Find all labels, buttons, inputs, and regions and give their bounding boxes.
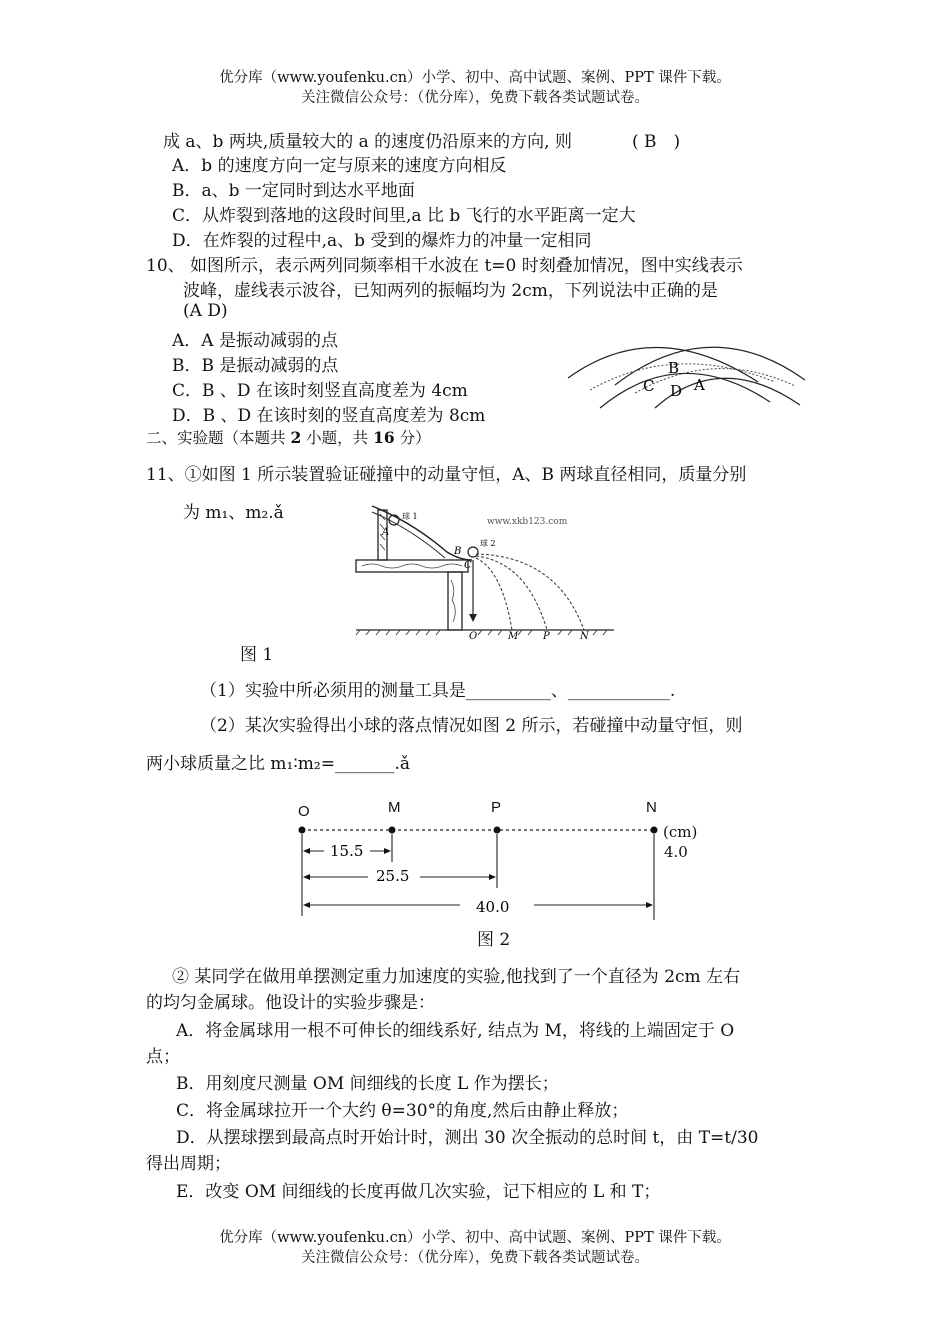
page-footer-line2: 关注微信公众号：（优分库），免费下载各类试题试卷。 <box>301 1250 649 1266</box>
wave-interference-figure <box>560 330 810 412</box>
q9-option-b: B．a、b 一定同时到达水平地面 <box>172 181 415 201</box>
q11-sub2-line1: （2）某次实验得出小球的落点情况如图 2 所示，若碰撞中动量守恒，则 <box>200 716 743 736</box>
table-leg <box>448 572 462 630</box>
fig1-label-p: P <box>543 631 550 640</box>
q10-option-c: C．B 、D 在该时刻竖直高度差为 4cm <box>172 381 468 401</box>
q10-stem-line2: 波峰，虚线表示波谷，已知两列的振幅均为 2cm，下列说法中正确的是 <box>183 281 718 301</box>
dim-on-arrow-left <box>303 902 310 908</box>
wave-label-c: C <box>643 377 655 395</box>
q11-line2: 为 m₁、m₂.ǎ <box>183 503 284 523</box>
q9-answer: ( B ) <box>632 132 681 152</box>
ball-2 <box>468 547 478 557</box>
section2-middle: 小题，共 <box>301 429 374 447</box>
trough-arc-left <box>590 364 775 390</box>
dim-op-arrow-left <box>303 874 310 880</box>
dim-om-arrow-left <box>303 848 310 854</box>
fig2-point-n-label: N <box>646 799 657 816</box>
dim-op-arrow-right <box>489 874 496 880</box>
q11-step-e: E．改变 OM 间细线的长度再做几次实验，记下相应的 L 和 T； <box>176 1182 661 1202</box>
q11-step-a-line1: A．将金属球用一根不可伸长的细线系好, 结点为 M，将线的上端固定于 O <box>176 1021 735 1041</box>
fig2-caption: 图 2 <box>477 930 511 950</box>
fig1-watermark: www.xkb123.com <box>487 517 568 527</box>
dim-om-arrow-right <box>384 848 391 854</box>
fig1-label-n: N <box>580 631 589 640</box>
landing-points-figure <box>290 818 670 922</box>
q11-sub2-line2: 两小球质量之比 m₁∶m₂=_______.ǎ <box>146 754 410 774</box>
point-o <box>299 827 306 834</box>
q11-step-b: B．用刻度尺测量 OM 间细线的长度 L 作为摆长； <box>176 1074 559 1094</box>
fig1-label-c: C <box>464 560 472 571</box>
section2-suffix: 分） <box>394 429 431 447</box>
q9-stem: 成 a、b 两块,质量较大的 a 的速度仍沿原来的方向, 则 <box>163 132 572 152</box>
page-header-line2: 关注微信公众号：（优分库），免费下载各类试题试卷。 <box>301 90 649 106</box>
dim-op-value: 25.5 <box>376 867 410 885</box>
ground-hatch <box>356 630 607 635</box>
q11-part2-line1: ② 某同学在做用单摆测定重力加速度的实验,他找到了一个直径为 2cm 左右 <box>172 967 741 987</box>
collision-apparatus-figure <box>352 500 622 640</box>
table-wood-grain <box>362 564 462 568</box>
fig1-label-m: M <box>508 631 519 640</box>
plumb-arrow <box>469 614 477 622</box>
page-header-line1: 优分库（www.youfenku.cn）小学、初中、高中试题、案例、PPT 课件下载。 <box>219 70 731 86</box>
fig1-ball2-label: 球 2 <box>480 539 496 548</box>
crest-arc-left-inner <box>600 373 770 408</box>
section2-count: 2 <box>290 428 302 447</box>
q11-step-d-line1: D．从摆球摆到最高点时开始计时，测出 30 次全振动的总时间 t，由 T=t/30 <box>176 1128 759 1148</box>
fig1-ball1-label: 球 1 <box>402 512 418 521</box>
fig2-unit: (cm) <box>663 823 698 841</box>
trajectory-p <box>476 556 547 630</box>
q11-step-a-line2: 点； <box>146 1047 180 1067</box>
q11-step-c: C．将金属球拉开一个大约 θ=30°的角度,然后由静止释放； <box>176 1101 629 1121</box>
fig2-point-o-label: O <box>298 803 310 820</box>
q10-stem-line1: 10、 如图所示，表示两列同频率相干水波在 t=0 时刻叠加情况，图中实线表示 <box>146 256 743 276</box>
crest-arc-left <box>568 347 758 382</box>
fig1-label-o: O <box>469 631 478 640</box>
section2-heading <box>146 426 431 448</box>
dim-on-value: 40.0 <box>476 898 510 916</box>
trajectory-m <box>476 558 512 630</box>
section2-score: 16 <box>373 428 395 447</box>
wave-label-b: B <box>668 359 680 377</box>
fig2-point-p-label: P <box>491 799 502 816</box>
trough-arc-right <box>635 369 795 393</box>
point-p <box>494 827 501 834</box>
q10-option-a: A．A 是振动减弱的点 <box>172 331 338 351</box>
table-top <box>356 560 468 572</box>
fig1-label-a: A <box>382 527 390 538</box>
q9-option-d: D．在炸裂的过程中,a、b 受到的爆炸力的冲量一定相同 <box>172 231 592 251</box>
table-leg-grain <box>451 580 455 622</box>
section2-prefix: 二、实验题（本题共 <box>146 429 291 447</box>
fig1-caption: 图 1 <box>240 645 274 665</box>
dim-om-value: 15.5 <box>330 842 364 860</box>
fig2-unit-value: 4.0 <box>664 843 688 861</box>
q11-part2-line2: 的均匀金属球。他设计的实验步骤是： <box>146 993 435 1013</box>
dim-on-arrow-right <box>646 902 653 908</box>
wave-label-d: D <box>670 382 683 400</box>
page-footer-line1: 优分库（www.youfenku.cn）小学、初中、高中试题、案例、PPT 课件下载。 <box>219 1230 731 1246</box>
point-m <box>389 827 396 834</box>
q10-option-d: D．B 、D 在该时刻的竖直高度差为 8cm <box>172 406 486 426</box>
q11-sub1: （1）实验中所必须用的测量工具是__________、____________. <box>200 681 676 701</box>
q10-option-b: B．B 是振动减弱的点 <box>172 356 339 376</box>
point-n <box>651 827 658 834</box>
q10-answer: (A D) <box>183 301 228 321</box>
q11-line1: 11、①如图 1 所示装置验证碰撞中的动量守恒，A、B 两球直径相同，质量分别 <box>146 465 747 485</box>
q9-option-c: C．从炸裂到落地的这段时间里,a 比 b 飞行的水平距离一定大 <box>172 206 636 226</box>
wave-label-a: A <box>694 376 705 394</box>
fig1-label-b: B <box>454 546 462 557</box>
q9-option-a: A．b 的速度方向一定与原来的速度方向相反 <box>172 156 507 176</box>
q11-step-d-line2: 得出周期； <box>146 1154 231 1174</box>
fig2-point-m-label: M <box>388 799 401 816</box>
